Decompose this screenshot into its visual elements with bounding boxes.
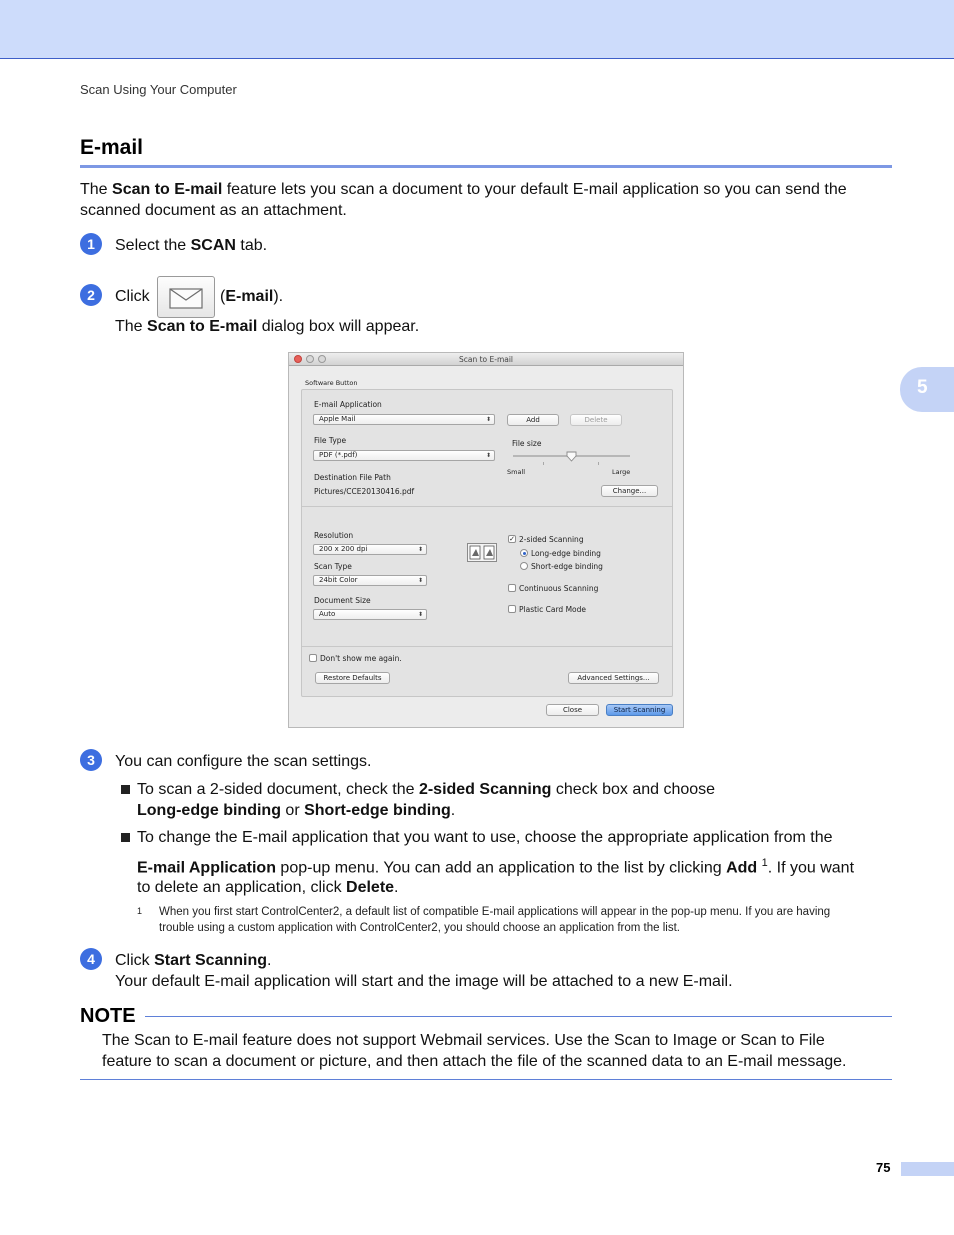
dialog-title: Scan to E-mail — [458, 355, 514, 364]
file-type-popup[interactable]: PDF (*.pdf) ⬍ — [313, 450, 495, 461]
delete-button[interactable]: Delete — [570, 414, 622, 426]
step-2-number: 2 — [80, 284, 102, 306]
destination-path-label: Destination File Path — [314, 473, 391, 482]
popup-arrows-icon: ⬍ — [417, 546, 423, 553]
document-size-popup[interactable]: Auto ⬍ — [313, 609, 427, 620]
step-2-click-label: Click — [115, 288, 150, 305]
step-4-text: Click Start Scanning. Your default E-mail application will start and the image will be attached to a new E-mail. — [115, 952, 733, 990]
close-button[interactable]: Close — [546, 704, 599, 716]
page-number: 75 — [876, 1160, 891, 1175]
restore-defaults-button[interactable]: Restore Defaults — [315, 672, 390, 684]
long-edge-label: Long-edge binding — [531, 549, 601, 558]
step-4-number: 4 — [80, 948, 102, 970]
document-size-label: Document Size — [314, 596, 371, 605]
dont-show-checkbox[interactable] — [309, 654, 317, 662]
dialog-titlebar — [289, 353, 683, 366]
section-title: E-mail — [80, 136, 144, 159]
chapter-tab — [900, 367, 954, 412]
continuous-scanning-label: Continuous Scanning — [519, 584, 599, 593]
file-type-label: File Type — [314, 436, 347, 445]
plastic-card-label: Plastic Card Mode — [519, 605, 587, 614]
envelope-icon — [168, 285, 204, 311]
title-rule — [80, 165, 892, 168]
bullet-email-app: To change the E-mail application that you want to use, choose the appropriate application from the E-mail Application pop-up menu. You can add an application to the list by clicking Add $^1$. If you want to delete an application, click Delete. — [137, 829, 855, 897]
file-size-label: File size — [512, 439, 542, 448]
running-header: Scan Using Your Computer — [80, 82, 237, 97]
header-band — [0, 0, 954, 59]
popup-arrows-icon: ⬍ — [417, 577, 423, 584]
resolution-popup[interactable]: 200 x 200 dpi ⬍ — [313, 544, 427, 555]
chapter-number: 5 — [917, 377, 928, 398]
scan-type-popup[interactable]: 24bit Color ⬍ — [313, 575, 427, 586]
footnote-text: When you first start ControlCenter2, a default list of compatible E-mail applications will appear in the pop-up menu. If you are having trouble using a custom application with ControlCenter2, you should choose an application from the list. — [159, 906, 831, 934]
change-button[interactable]: Change... — [601, 485, 658, 497]
add-button[interactable]: Add — [507, 414, 559, 426]
note-heading: NOTE — [80, 1005, 136, 1027]
slider-tick — [543, 462, 544, 465]
email-application-label: E-mail Application — [314, 400, 382, 409]
slider-thumb-icon[interactable] — [566, 451, 577, 462]
plastic-card-checkbox[interactable] — [508, 605, 516, 613]
scan-type-label: Scan Type — [314, 562, 352, 571]
short-edge-radio[interactable] — [520, 562, 528, 570]
start-scanning-button[interactable]: Start Scanning — [606, 704, 673, 716]
step-1-text: Select the SCAN tab. — [115, 237, 268, 254]
page-number-bar — [901, 1162, 954, 1176]
intro-paragraph: The Scan to E-mail feature lets you scan a document to your default E-mail application so you can send the scanned document as an attachment. — [80, 181, 847, 219]
group-divider-1 — [302, 506, 672, 507]
email-application-popup[interactable]: Apple Mail ⬍ — [313, 414, 495, 425]
email-button-image — [157, 276, 215, 318]
two-sided-checkbox[interactable]: ✓ — [509, 535, 515, 543]
continuous-scanning-checkbox[interactable] — [508, 584, 516, 592]
step-1-number: 1 — [80, 233, 102, 255]
large-label: Large — [612, 468, 631, 476]
slider-tick — [598, 462, 599, 465]
step-2-result: The Scan to E-mail dialog box will appear. — [115, 318, 420, 335]
dont-show-label: Don't show me again. — [320, 654, 402, 663]
bullet-marker — [121, 833, 130, 842]
two-sided-label: 2-sided Scanning — [519, 535, 584, 544]
bullet-two-sided: To scan a 2-sided document, check the 2-sided Scanning check box and choose Long-edge binding or Short-edge binding. — [137, 781, 716, 819]
note-text: The Scan to E-mail feature does not support Webmail services. Use the Scan to Image or Scan to File feature to scan a document or picture, and then attach the file of the scanned data to an E-mail message. — [102, 1032, 847, 1070]
short-edge-label: Short-edge binding — [531, 562, 603, 571]
duplex-pages-icon — [467, 543, 497, 562]
small-label: Small — [507, 468, 526, 476]
note-rule-bottom — [80, 1079, 892, 1080]
destination-path-value: Pictures/CCE20130416.pdf — [314, 487, 415, 496]
software-button-label: Software Button — [305, 379, 358, 387]
bullet-marker — [121, 785, 130, 794]
advanced-settings-button[interactable]: Advanced Settings... — [568, 672, 659, 684]
footnote-mark: 1 — [137, 906, 143, 916]
long-edge-radio[interactable] — [520, 549, 528, 557]
step-2-email-label: (E-mail). — [220, 288, 284, 305]
step-3-number: 3 — [80, 749, 102, 771]
group-divider-2 — [302, 646, 672, 647]
popup-arrows-icon: ⬍ — [485, 416, 491, 423]
note-rule-top — [145, 1016, 892, 1017]
popup-arrows-icon: ⬍ — [417, 611, 423, 618]
popup-arrows-icon: ⬍ — [485, 452, 491, 459]
resolution-label: Resolution — [314, 531, 354, 540]
step-3-text: You can configure the scan settings. — [115, 753, 372, 770]
scan-to-email-dialog — [288, 352, 684, 728]
